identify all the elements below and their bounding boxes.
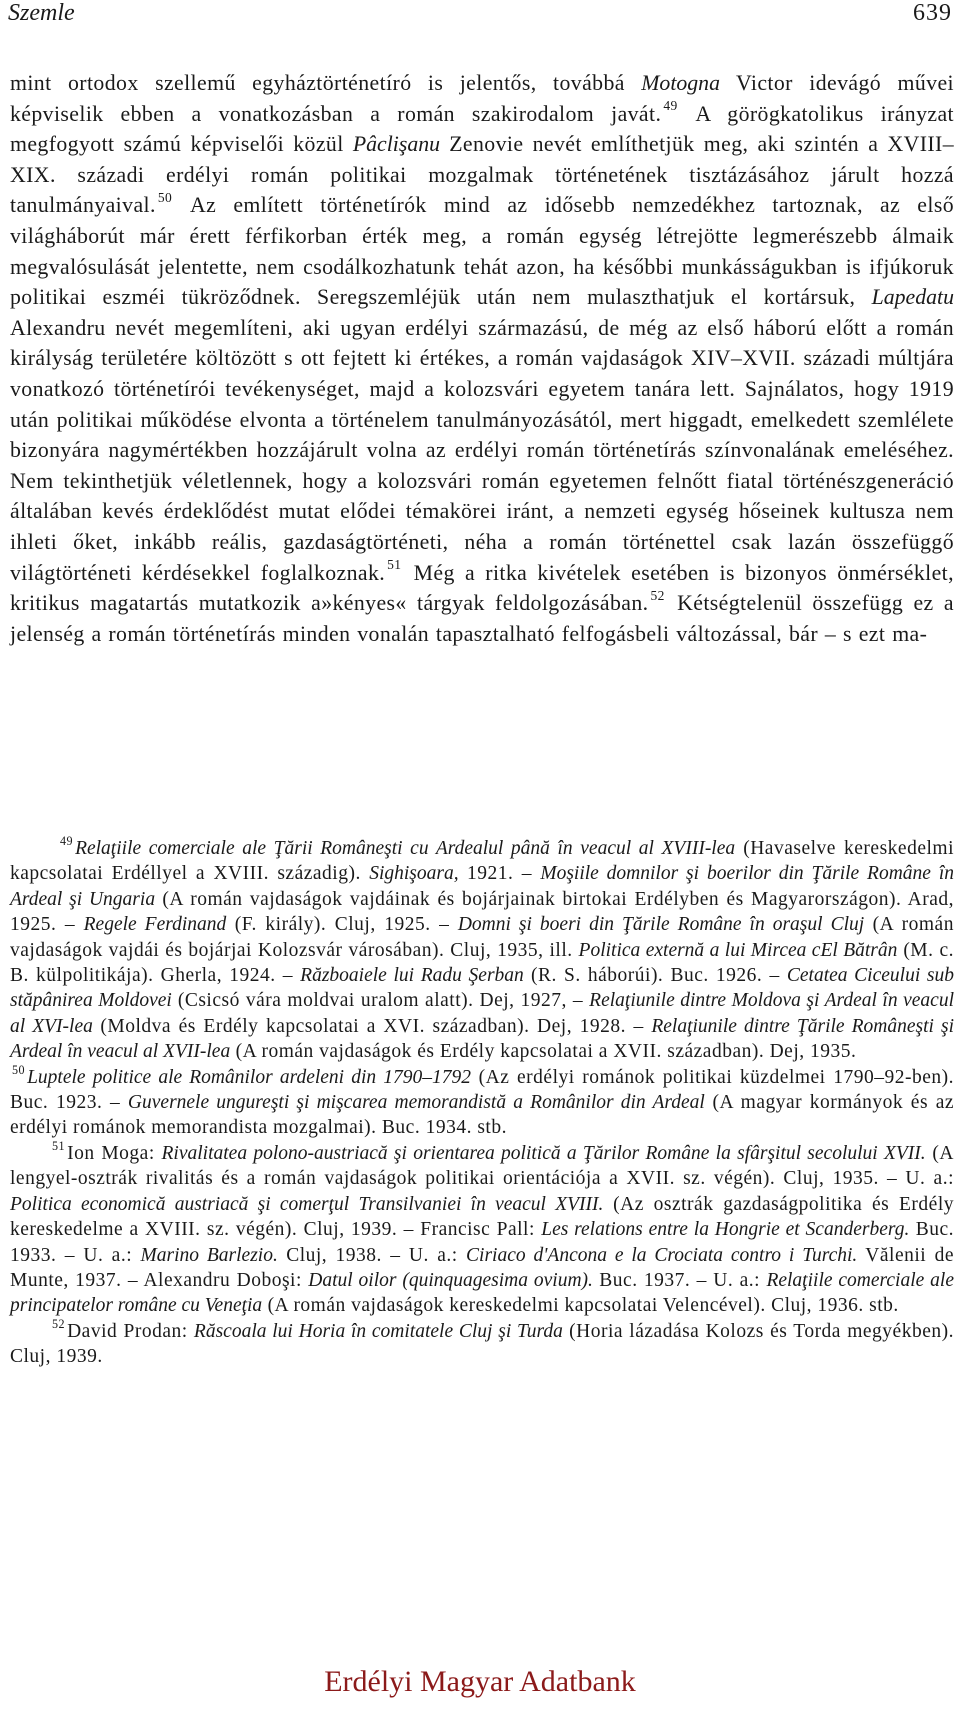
book-title: Luptele politice ale Românilor ardeleni din 1790–1792 — [27, 1066, 472, 1088]
text-run: (A magyar kormányok és az erdélyi románok memorandista mozgalmai). Buc. 1934. stb. — [10, 1092, 955, 1139]
book-title: Relaţiunile dintre Moldova şi Ardeal în veacul al XVI-lea — [10, 990, 954, 1037]
book-title: Datul oilor (quinquagesima ovium). — [308, 1269, 593, 1291]
footnote-51 — [10, 1138, 955, 1319]
source-watermark: Erdélyi Magyar Adatbank — [324, 1665, 636, 1698]
text-run: (A román vajdaságok kereskedelmi kapcsolatai Velencével). Cluj, 1936. stb. — [262, 1295, 899, 1317]
place-name: Sighişoara, — [369, 863, 459, 885]
book-title: Relaţiile comerciale ale Ţării Româneşti cu Ardealul până în veacul al XVIII-lea — [75, 838, 736, 859]
footnote-52 — [10, 1316, 954, 1370]
footnote-number: 49 — [60, 833, 74, 848]
book-title: Moşiile domnilor şi boerilor din Ţările Române în Ardeal şi Ungaria — [10, 863, 954, 910]
text-run: (M. c. B. külpolitikája). Gherla, 1924. – — [10, 939, 954, 987]
text-run: (Moldva és Erdély kapcsolatai a XVI. században). Dej, 1928. – — [92, 1015, 652, 1037]
text-run: (F. király). Cluj, 1925. – — [226, 914, 458, 936]
text-run: Az említett történetírók mind az idősebb nemzedékhez tartoznak, az első világháborút már érett férfikorban érték meg, a román egység létrejötte legmerészebb álmaik megvalósulását jelentette, nem csodálkozhatunk tehát azon, ha későbbi munkásságukban is ifjúkoruk politikai eszméi tükröződnek. Seregszemléjük után nem mulaszthatjuk el kortársuk, — [10, 193, 954, 310]
text-run: (A román vajdaságok vajdái és bojárjai Kolozsvár városában). Cluj, 1935, ill. — [10, 914, 954, 961]
text-run: (Csicsó vára moldvai uralom alatt). Dej, 1927, – — [171, 990, 590, 1012]
text-run: Buc. 1937. – U. a.: — [592, 1269, 767, 1291]
footnote-ref-51[interactable]: 51 — [387, 557, 402, 573]
footnote-ref-52[interactable]: 52 — [650, 587, 665, 603]
text-run: Victor idevágó művei képviselik ebben a vonatkozásban a román szakirodalom javát. — [10, 71, 954, 126]
text-run: Kétségtelenül összefügg ez a jelenség a román történetírás minden vonalán tapasztalható felfogásbeli változással, bár – s ezt ma- — [10, 591, 954, 646]
book-title: Les relations entre la Hongrie et Scanderberg. — [541, 1219, 910, 1241]
author-name: Pâclişanu — [352, 132, 441, 157]
text-run: (A lengyel-osztrák rivalitás és a román vajdaságok politikai orientációja a XVII. sz. végén). Cluj, 1935. – U. a.: — [10, 1142, 955, 1190]
text-run: (Az erdélyi románok politikai küzdelmei 1790–92-ben). Buc. 1923. – — [10, 1066, 955, 1114]
book-title: Ciriaco d'Ancona e la Crociata contro i Turchi. — [466, 1244, 858, 1266]
text-run: Zenovie nevét említhetjük meg, aki szintén a XVIII–XIX. századi erdélyi román politikai mozgalmak történetének tisztázásához járult hozzá tanulmányaival. — [10, 132, 954, 218]
main-text — [10, 68, 954, 649]
book-title: Relaţiunile dintre Ţările Româneşti şi Ardeal în veacul al XVII-lea — [10, 1015, 954, 1063]
text-run: Cluj, 1938. – U. a.: — [277, 1244, 467, 1266]
body-paragraph — [10, 68, 954, 649]
text-run: Vălenii de Munte, 1937. – Alexandru Doboşi: — [10, 1244, 954, 1291]
text-run: A görögkatolikus irányzat megfogyott számú képviselői közül — [10, 101, 955, 157]
book-title: Guvernele ungureşti şi mişcarea memorandistă a Românilor din Ardeal — [127, 1092, 705, 1114]
text-run: (A román vajdaságok és Erdély kapcsolatai a XVII. században). Dej, 1935. — [230, 1041, 857, 1063]
book-title: Răscoala lui Horia în comitatele Cluj şi Turda — [193, 1320, 563, 1342]
book-title: Marino Barlezio. — [140, 1244, 278, 1266]
text-run: Ion Moga: — [67, 1142, 162, 1164]
text-run: (A román vajdaságok vajdáinak és bojárjainak birtokai Erdélyben és Magyarországon). Arad, 1925. – — [10, 888, 954, 936]
book-title: Războaiele lui Radu Şerban — [300, 965, 524, 987]
book-title: Relaţiile comerciale ale principatelor române cu Veneţia — [10, 1269, 954, 1317]
book-title: Rivalitatea polono-austriacă şi orientarea politică a Ţărilor Române la sfârşitul secolului XVII. — [161, 1142, 926, 1164]
text-run: (Havaselve kereskedelmi kapcsolatai Erdéllyel a XVIII. századig). — [10, 838, 954, 885]
text-run: Alexandru nevét megemlíteni, aki ugyan erdélyi származású, de még az első háború előtt a román királyság területére költözött s ott fejtett ki értékes, a román vajdaságok XIV–XVII. századi múltjára vonatkozó történetírói tevékenységet, majd a kolozsvári egyetem tanára lett. Sajnálatos, hogy 1919 után politikai működése elvonta a történelem tanulmányozásától, mert higgadt, emelkedett szemlélete bizonyára nagymértékben hozzájárult volna az erdélyi román történetírás színvonalának emeléséhez. Nem tekinthetjük véletlennek, hogy a kolozsvári román egyetemen felnőtt fiatal történészgeneráció általában kevés érdeklődést mutat elődei témakörei iránt, a nemzeti egység hőseinek kultusza nem ihleti őket, inkább reális, gazdaságtörténeti, néha a román történettel csak lazán összefüggő világtörténeti kérdésekkel foglalkoznak. — [10, 315, 954, 585]
footnote-number: 52 — [52, 1316, 66, 1331]
text-run: mint ortodox szellemű egyháztörténetíró is jelentős, továbbá — [10, 71, 642, 95]
footnote-number: 50 — [12, 1062, 26, 1077]
book-title: Regele Ferdinand — [83, 914, 227, 936]
book-title: Cetatea Ciceului sub stăpânirea Moldovei — [10, 965, 954, 1012]
footnote-ref-50[interactable]: 50 — [157, 190, 173, 206]
running-head — [8, 0, 952, 30]
footnotes — [10, 833, 955, 1370]
text-run: David Prodan: — [67, 1320, 194, 1342]
book-title: Politica externă a lui Mircea cEl Bătrân — [578, 939, 898, 961]
footnote-ref-49[interactable]: 49 — [663, 98, 678, 114]
text-run: (R. S. háborúi). Buc. 1926. – — [523, 965, 787, 987]
text-run: Buc. 1933. – U. a.: — [10, 1219, 954, 1266]
text-run: (Az osztrák gazdaságpolitika és Erdély kereskedelme a XVIII. sz. végén). Cluj, 1939. – Francisc Pall: — [10, 1193, 954, 1241]
author-name: Motogna — [641, 71, 720, 95]
section-title: Szemle — [8, 0, 75, 26]
footnote-49 — [10, 833, 954, 1065]
text-run: 1921. – — [458, 863, 541, 885]
book-title: Politica economică austriacă şi comerţul Transilvaniei în veacul XVIII. — [10, 1193, 604, 1215]
author-name: Lapedatu — [871, 285, 954, 310]
book-title: Domni şi boeri din Ţările Române în oraşul Cluj — [457, 914, 865, 936]
footnote-50 — [10, 1062, 955, 1141]
page-number: 639 — [913, 0, 952, 26]
text-run: Még a ritka kivételek esetében is bizonyos önmérséklet, kritikus magatartás mutatkozik a»kényes« tárgyak feldolgozásában. — [10, 560, 954, 616]
text-run: (Horia lázadása Kolozs és Torda megyékben). Cluj, 1939. — [10, 1320, 954, 1368]
footnote-number: 51 — [52, 1138, 66, 1153]
